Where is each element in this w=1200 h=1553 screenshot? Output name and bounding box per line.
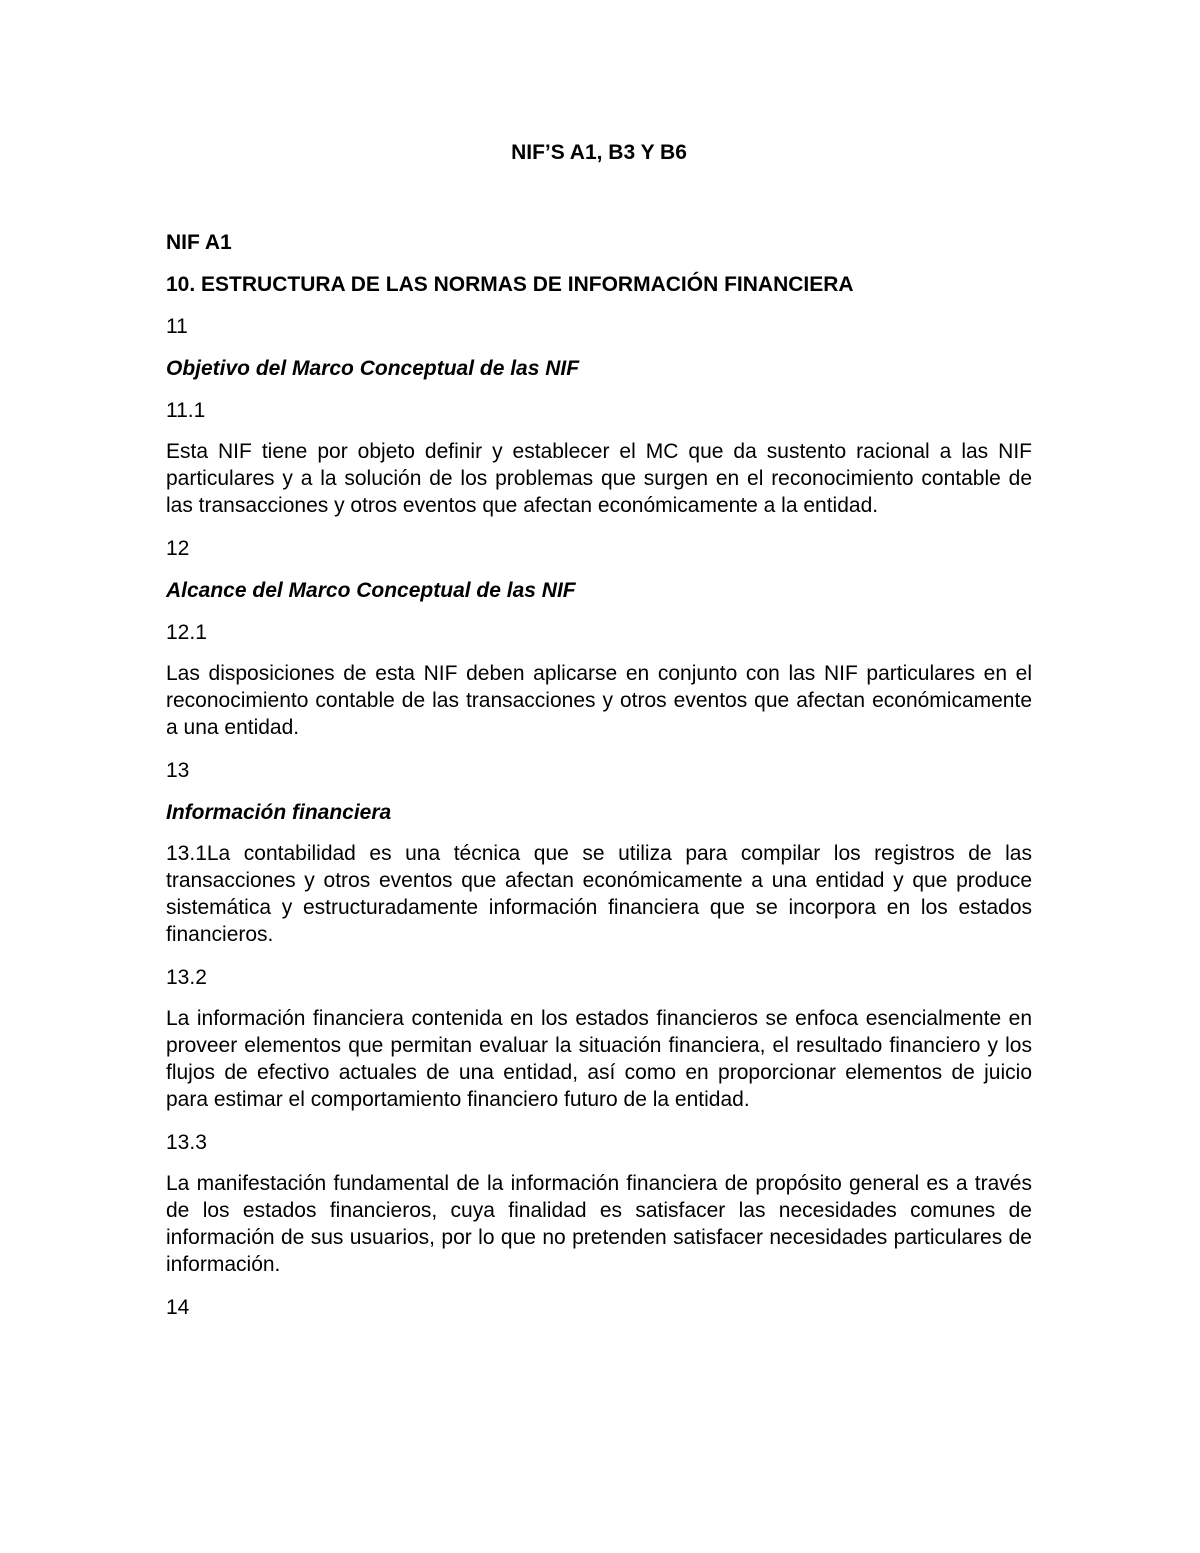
paragraph: La información financiera contenida en los estados financieros se enfoca esencialmente en proveer elementos que permitan evaluar la situación financiera, el resultado financiero y los flujos de efectivo actuales de una entidad, así como en proporcionar elementos de juicio para estimar el comportamiento financiero futuro de la entidad. <box>166 1007 1032 1111</box>
paragraph-number: 12 <box>166 537 190 560</box>
paragraph-number: 11 <box>166 315 188 338</box>
paragraph: 13.1La contabilidad es una técnica que se utiliza para compilar los registros de las transacciones y otros eventos que afectan económicamente a una entidad y que produce sistemática y estructuradamente información financiera que se incorpora en los estados financieros. <box>166 842 1032 946</box>
subheading: Alcance del Marco Conceptual de las NIF <box>166 579 576 602</box>
paragraph-number: 13.3 <box>166 1131 207 1154</box>
chapter-heading: 10. ESTRUCTURA DE LAS NORMAS DE INFORMACIÓN FINANCIERA <box>166 273 854 296</box>
subheading: Objetivo del Marco Conceptual de las NIF <box>166 357 580 380</box>
paragraph-number: 12.1 <box>166 621 207 644</box>
section-heading: NIF A1 <box>166 231 232 254</box>
paragraph-number: 13.2 <box>166 966 207 989</box>
document-title: NIF’S A1, B3 Y B6 <box>511 141 687 164</box>
paragraph-number: 13 <box>166 759 190 782</box>
paragraph: Las disposiciones de esta NIF deben aplicarse en conjunto con las NIF particulares en el reconocimiento contable de las transacciones y otros eventos que afectan económicamente a una entidad. <box>166 662 1032 739</box>
paragraph-number: 14 <box>166 1296 190 1319</box>
paragraph-number: 11.1 <box>166 399 206 422</box>
paragraph: La manifestación fundamental de la información financiera de propósito general es a través de los estados financieros, cuya finalidad es satisfacer las necesidades comunes de información de sus usuarios, por lo que no pretenden satisfacer necesidades particulares de información. <box>166 1172 1032 1276</box>
document-body <box>166 138 1032 1335</box>
paragraph: Esta NIF tiene por objeto definir y establecer el MC que da sustento racional a las NIF particulares y a la solución de los problemas que surgen en el reconocimiento contable de las transacciones y otros eventos que afectan económicamente a la entidad. <box>166 440 1032 517</box>
subheading: Información financiera <box>166 801 392 824</box>
